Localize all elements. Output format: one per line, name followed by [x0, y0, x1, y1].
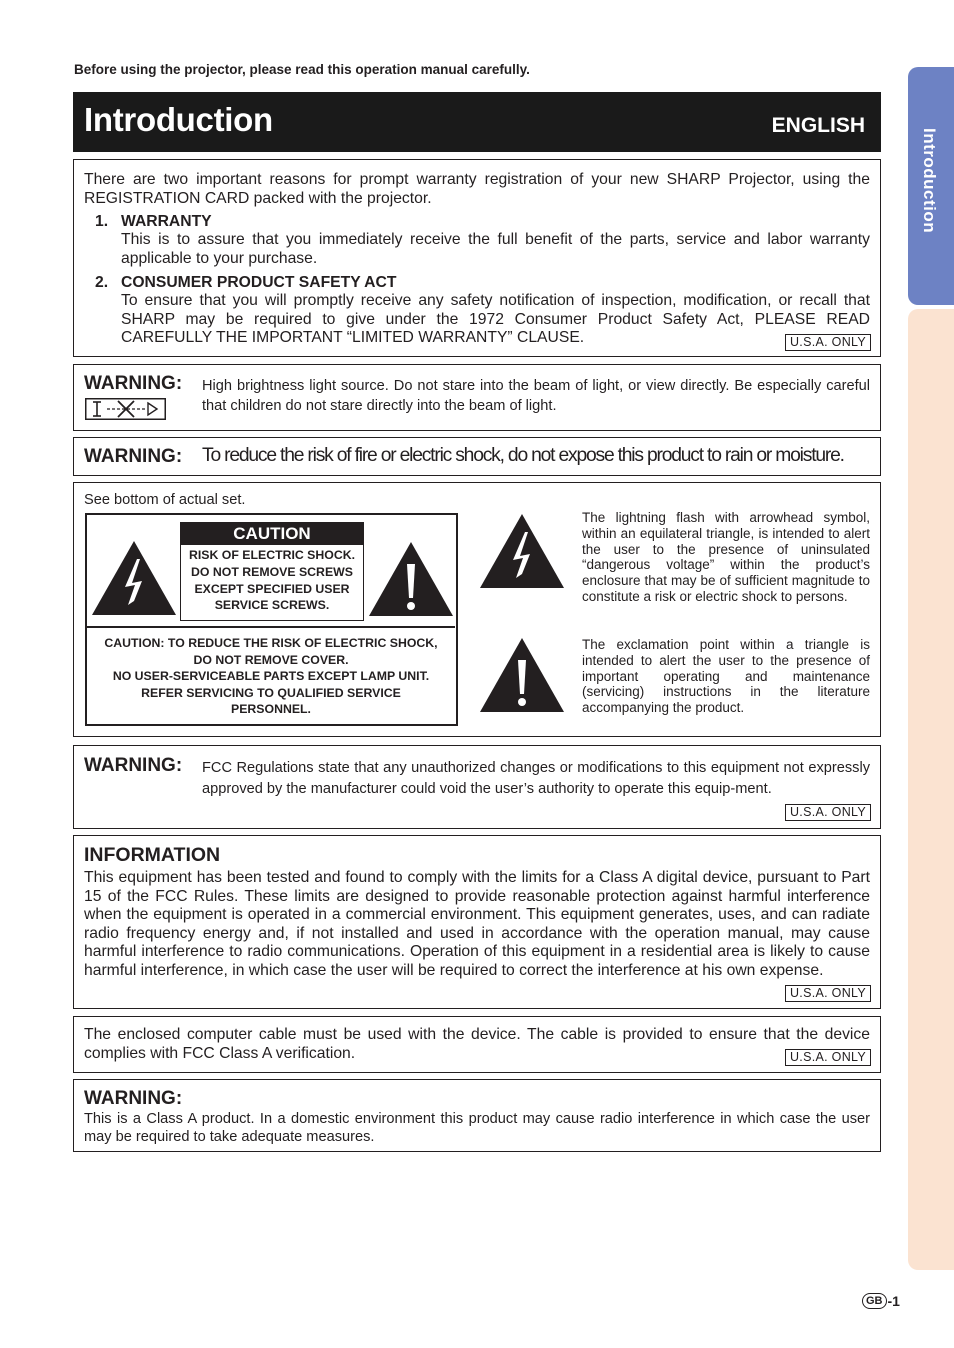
lightning-warning-icon [90, 539, 178, 617]
title-bar [73, 92, 881, 152]
warning-fire-box [73, 437, 881, 476]
warranty-item-num-1: 1. [95, 213, 109, 230]
warning-fire-text: To reduce the risk of fire or electric shock, do not expose this product to rain or moisture. [202, 445, 844, 466]
gb-badge: GB [862, 1293, 887, 1309]
caution-line: RISK OF ELECTRIC SHOCK. [188, 548, 355, 562]
warranty-item-text-1: This is to assure that you immediately receive the full benefit of the parts, service and labor warranty applicable to your purchase. [121, 231, 870, 267]
side-tab-label: Introduction [920, 128, 939, 234]
warranty-intro: There are two important reasons for prompt warranty registration of your new SHARP Projector, using the REGISTRATION CARD packed with the projector. [84, 171, 870, 207]
caution-lower-line: CAUTION: TO REDUCE THE RISK OF ELECTRIC SHOCK, [104, 636, 438, 650]
warranty-box [73, 159, 881, 357]
laser-beam-icon [85, 398, 166, 420]
caution-lines [181, 547, 363, 614]
page-number-suffix: -1 [887, 1293, 900, 1309]
warning-class-a-text: This is a Class A product. In a domestic environment this product may cause radio interference in which case the user may be required to take adequate measures. [84, 1111, 870, 1145]
warranty-item-heading-1: WARRANTY [121, 213, 212, 230]
warning-class-a-box [73, 1079, 881, 1152]
cable-note-box [73, 1016, 881, 1073]
lightning-triangle-icon [478, 512, 566, 590]
warning-label: WARNING: [84, 755, 183, 776]
language-label: ENGLISH [771, 114, 865, 137]
pre-note: Before using the projector, please read this operation manual carefully. [74, 62, 530, 77]
warning-light-box [73, 364, 881, 431]
cable-note-text: The enclosed computer cable must be used with the device. The cable is provided to ensure that the device complies with FCC Class A verification. [84, 1026, 870, 1062]
warning-fcc-text: FCC Regulations state that any unauthorized changes or modifications to this equipment not expressly approved by the manufacturer could void the user’s authority to operate this equip-ment. [202, 760, 870, 797]
caution-line: EXCEPT SPECIFIED USER [194, 581, 350, 596]
region-badge: U.S.A. ONLY [785, 334, 871, 351]
caution-divider [87, 626, 455, 628]
page-title: Introduction [84, 101, 273, 138]
region-badge: U.S.A. ONLY [785, 804, 871, 821]
page-number [862, 1292, 900, 1310]
caution-lower-line: DO NOT REMOVE COVER. [193, 652, 349, 667]
side-tab-background [908, 309, 954, 1270]
warning-fcc-box [73, 745, 881, 829]
warning-label: WARNING: [84, 1088, 183, 1109]
warranty-item-text-2: To ensure that you will promptly receive any safety notification of inspection, modification, or recall that SHARP may be required to give under the 1972 Consumer Product Safety Act, PLEASE READ CAREFULLY THE IMPORTANT “LIMITED WARRANTY” CLAUSE. [121, 292, 870, 346]
region-badge: U.S.A. ONLY [785, 985, 871, 1002]
warranty-item-heading-2: CONSUMER PRODUCT SAFETY ACT [121, 274, 397, 291]
warning-light-text: High brightness light source. Do not stare into the beam of light, or view directly. Be especially careful that children do not stare directly into the beam of light. [202, 378, 870, 414]
exclamation-triangle-icon [478, 636, 566, 714]
exclamation-symbol-text: The exclamation point within a triangle is intended to alert the user to the presence of important operating and maintenance (servicing) instructions in the literature accompanying the product. [582, 637, 870, 716]
caution-note: See bottom of actual set. [84, 492, 246, 508]
caution-line: DO NOT REMOVE SCREWS [191, 564, 353, 579]
lightning-symbol-text: The lightning flash with arrowhead symbol, within an equilateral triangle, is intended to alert the user to the presence of uninsulated “dangerous voltage” within the product’s enclosure that may be of sufficient magnitude to constitute a risk or electric shock to persons. [582, 510, 870, 604]
information-box [73, 835, 881, 1009]
region-badge: U.S.A. ONLY [785, 1049, 871, 1066]
warning-label: WARNING: [84, 446, 183, 467]
caution-section-box [73, 482, 881, 737]
caution-lower-line: NO USER-SERVICEABLE PARTS EXCEPT LAMP UNIT. [112, 669, 430, 683]
warning-label: WARNING: [84, 373, 183, 394]
exclamation-warning-icon [367, 540, 455, 618]
caution-lower-line: REFER SERVICING TO QUALIFIED SERVICE [141, 685, 401, 700]
warranty-item-num-2: 2. [95, 274, 109, 291]
caution-label [85, 513, 458, 726]
caution-title: CAUTION [181, 523, 363, 545]
caution-lower-text [87, 635, 455, 718]
caution-inner-box [180, 522, 364, 621]
information-heading: INFORMATION [84, 844, 221, 866]
information-text: This equipment has been tested and found to comply with the limits for a Class A digital device, pursuant to Part 15 of the FCC Rules. These limits are designed to provide reasonable protection against harmful interference when the equipment is operated in a commercial environment. This equipment generates, uses, and can radiate radio frequency energy and, if not installed and used in accordance with the operation manual, may cause harmful interference to radio communications. Operation of this equipment in a residential area is likely to cause harmful interference, in which case the user will be required to correct the interference at his own expense. [84, 869, 870, 979]
caution-line: SERVICE SCREWS. [214, 598, 330, 613]
caution-lower-line: PERSONNEL. [231, 702, 311, 716]
